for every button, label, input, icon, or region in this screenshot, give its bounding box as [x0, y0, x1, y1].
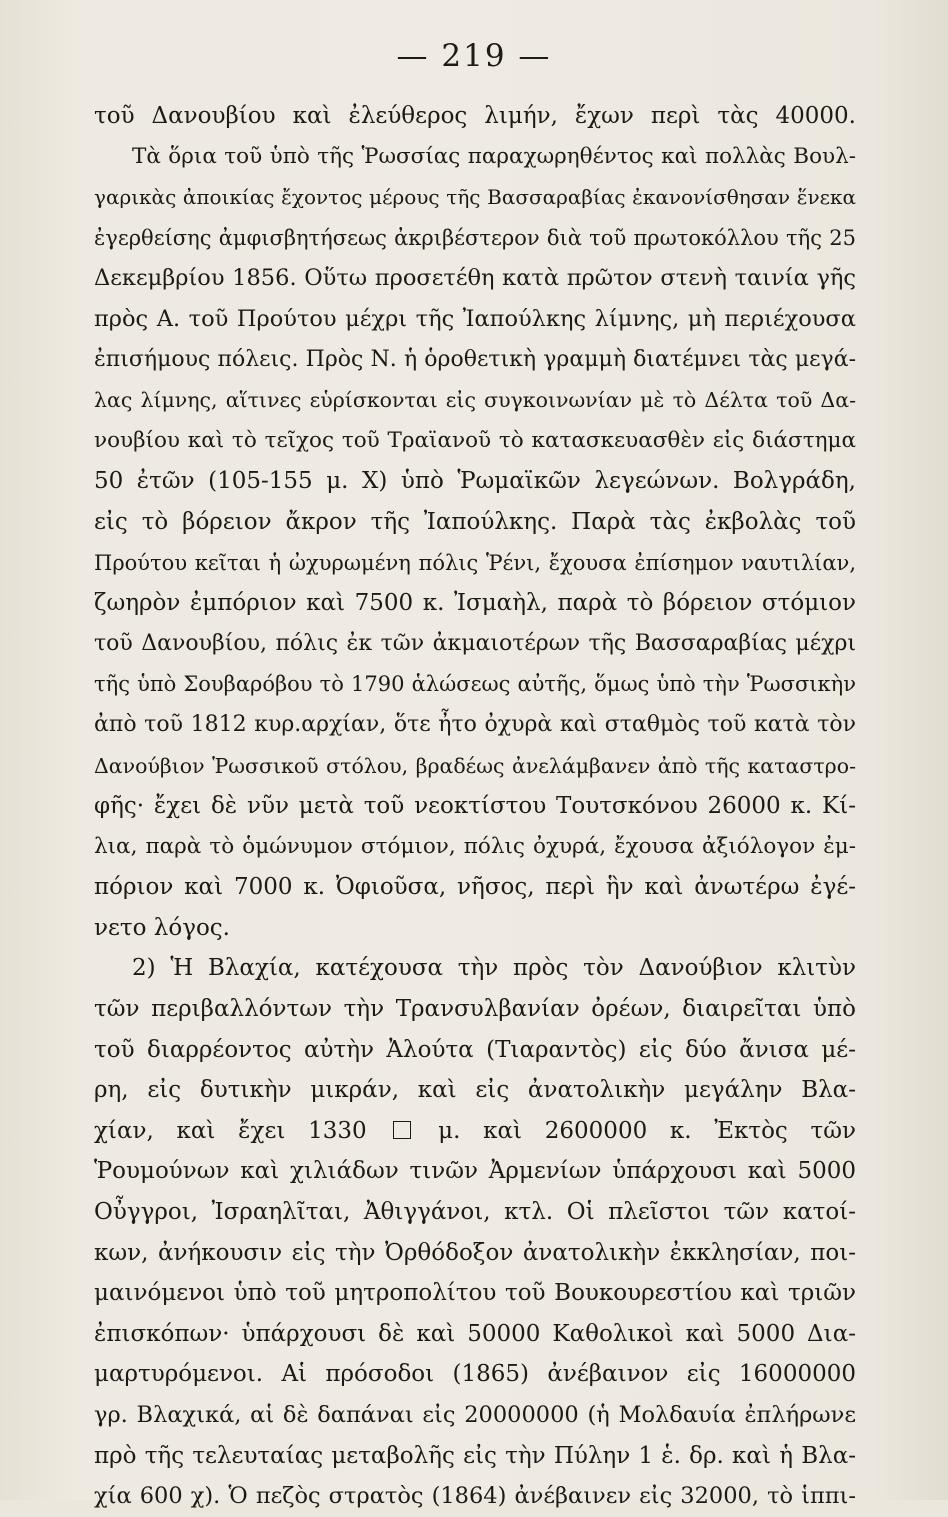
text-line: λας λίμνης, αἵτινες εὑρίσκονται εἰς συγκοινωνίαν μὲ τὸ Δέλτα τοῦ Δα- — [94, 388, 856, 413]
text-line: τοῦ Δανουβίου καὶ ἐλεύθερος λιμήν, ἔχων περὶ τὰς 40000. — [94, 103, 856, 129]
text-line: 2) Ἡ Βλαχία, κατέχουσα τὴν πρὸς τὸν Δανούβιον κλιτὺν — [132, 955, 856, 982]
page-number: — 219 — — [396, 38, 552, 74]
text-line: Τὰ ὅρια τοῦ ὑπὸ τῆς Ῥωσσίας παραχωρηθέντος καὶ πολλὰς Βουλ- — [132, 143, 856, 169]
text-line: Οὖγγροι, Ἰσραηλῖται, Ἀθιγγάνοι, κτλ. Οἱ πλεῖστοι τῶν κατοί- — [94, 1199, 856, 1226]
text-line: Ῥουμούνων καὶ χιλιάδων τινῶν Ἀρμενίων ὑπάρχουσι καὶ 5000 — [94, 1158, 856, 1185]
text-line: Προύτου κεῖται ἡ ὠχυρωμένη πόλις Ῥένι, ἔχουσα ἐπίσημον ναυτιλίαν, — [94, 550, 856, 575]
text-line: μαινόμενοι ὑπὸ τοῦ μητροπολίτου τοῦ Βουκουρεστίου καὶ τριῶν — [94, 1280, 856, 1307]
text-line: λια, παρὰ τὸ ὁμώνυμον στόμιον, πόλις ὀχυρά, ἔχουσα ἀξιόλογον ἐμ- — [94, 833, 856, 859]
text-line: τοῦ διαρρέοντος αὐτὴν Ἀλούτα (Τιαραντὸς) εἰς δύο ἄνισα μέ- — [94, 1036, 856, 1063]
text-line: ζωηρὸν ἐμπόριον καὶ 7500 κ. Ἰσμαὴλ, παρὰ τὸ βόρειον στόμιον — [94, 590, 856, 617]
text-line: χία 600 χ). Ὁ πεζὸς στρατὸς (1864) ἀνέβαινεν εἰς 32000, τὸ ἱππι- — [94, 1483, 856, 1510]
text-line: γρ. Βλαχικά, αἱ δὲ δαπάναι εἰς 20000000 (ἡ Μολδαυία ἐπλήρωνε — [94, 1402, 856, 1428]
text-line: τῆς ὑπὸ Σουβαρόβου τὸ 1790 ἁλώσεως αὐτῆς, ὅμως ὑπὸ τὴν Ῥωσσικὴν — [94, 672, 856, 697]
text-line: Δανούβιον Ῥωσσικοῦ στόλου, βραδέως ἀνελάμβανεν ἀπὸ τῆς καταστρο- — [94, 753, 856, 778]
text-segment: μ. καὶ 2600000 κ. Ἐκτὸς τῶν — [438, 1117, 856, 1144]
text-line: ρη, εἰς δυτικὴν μικράν, καὶ εἰς ἀνατολικὴν μεγάλην Βλα- — [94, 1077, 856, 1104]
text-line: μαρτυρόμενοι. Αἱ πρόσοδοι (1865) ἀνέβαινον εἰς 16000000 — [94, 1361, 856, 1388]
text-line: ἐπισήμους πόλεις. Πρὸς Ν. ἡ ὁροθετικὴ γραμμὴ διατέμνει τὰς μεγά- — [94, 346, 856, 372]
text-line-with-square — [94, 1111, 856, 1152]
text-line: γαρικὰς ἀποικίας ἔχοντος μέρους τῆς Βασσαραβίας ἐκανονίσθησαν ἕνεκα — [94, 185, 856, 210]
text-line: νετο λόγος. — [94, 914, 230, 941]
text-line: ἐπισκόπων· ὑπάρχουσι δὲ καὶ 50000 Καθολικοὶ καὶ 5000 Δια- — [94, 1320, 856, 1347]
text-line: νουβίου καὶ τὸ τεῖχος τοῦ Τραϊανοῦ τὸ κατασκευασθὲν εἰς διάστημα — [94, 427, 856, 453]
text-line: Δεκεμβρίου 1856. Οὕτω προσετέθη κατὰ πρῶτον στενὴ ταινία γῆς — [94, 265, 856, 292]
text-line: τοῦ Δανουβίου, πόλις ἐκ τῶν ἀκμαιοτέρων τῆς Βασσαραβίας μέχρι — [94, 630, 856, 656]
text-line: ἀπὸ τοῦ 1812 κυρ.αρχίαν, ὅτε ἦτο ὀχυρὰ καὶ σταθμὸς τοῦ κατὰ τὸν — [94, 711, 856, 737]
text-line: τῶν περιβαλλόντων τὴν Τρανσυλβανίαν ὀρέων, διαιρεῖται ὑπὸ — [94, 996, 856, 1023]
text-line: πρὸ τῆς τελευταίας μεταβολῆς εἰς τὴν Πύλην 1 ἑ. δρ. καὶ ἡ Βλα- — [94, 1442, 856, 1469]
text-line: κων, ἀνήκουσιν εἰς τὴν Ὀρθόδοξον ἀνατολικὴν ἐκκλησίαν, ποι- — [94, 1239, 856, 1266]
body-text — [94, 96, 856, 1517]
text-line: εἰς τὸ βόρειον ἄκρον τῆς Ἰαπούλκης. Παρὰ τὰς ἐκβολὰς τοῦ — [94, 508, 856, 535]
text-line: ἐγερθείσης ἀμφισβητήσεως ἀκριβέστερον διὰ τοῦ πρωτοκόλλου τῆς 25 — [94, 225, 856, 250]
text-line: πρὸς Α. τοῦ Προύτου μέχρι τῆς Ἰαπούλκης λίμνης, μὴ περιέχουσα — [94, 305, 856, 332]
text-segment: χίαν, καὶ ἔχει 1330 — [94, 1117, 367, 1144]
text-line: πόριον καὶ 7000 κ. Ὀφιοῦσα, νῆσος, περὶ ἣν καὶ ἀνωτέρω ἐγέ- — [94, 874, 856, 901]
text-line: φῆς· ἔχει δὲ νῦν μετὰ τοῦ νεοκτίστου Τουτσκόνου 26000 κ. Κί- — [94, 793, 856, 820]
square-symbol-icon — [393, 1121, 411, 1139]
text-line: 50 ἐτῶν (105-155 μ. Χ) ὑπὸ Ῥωμαϊκῶν λεγεώνων. Βολγράδη, — [94, 468, 856, 495]
